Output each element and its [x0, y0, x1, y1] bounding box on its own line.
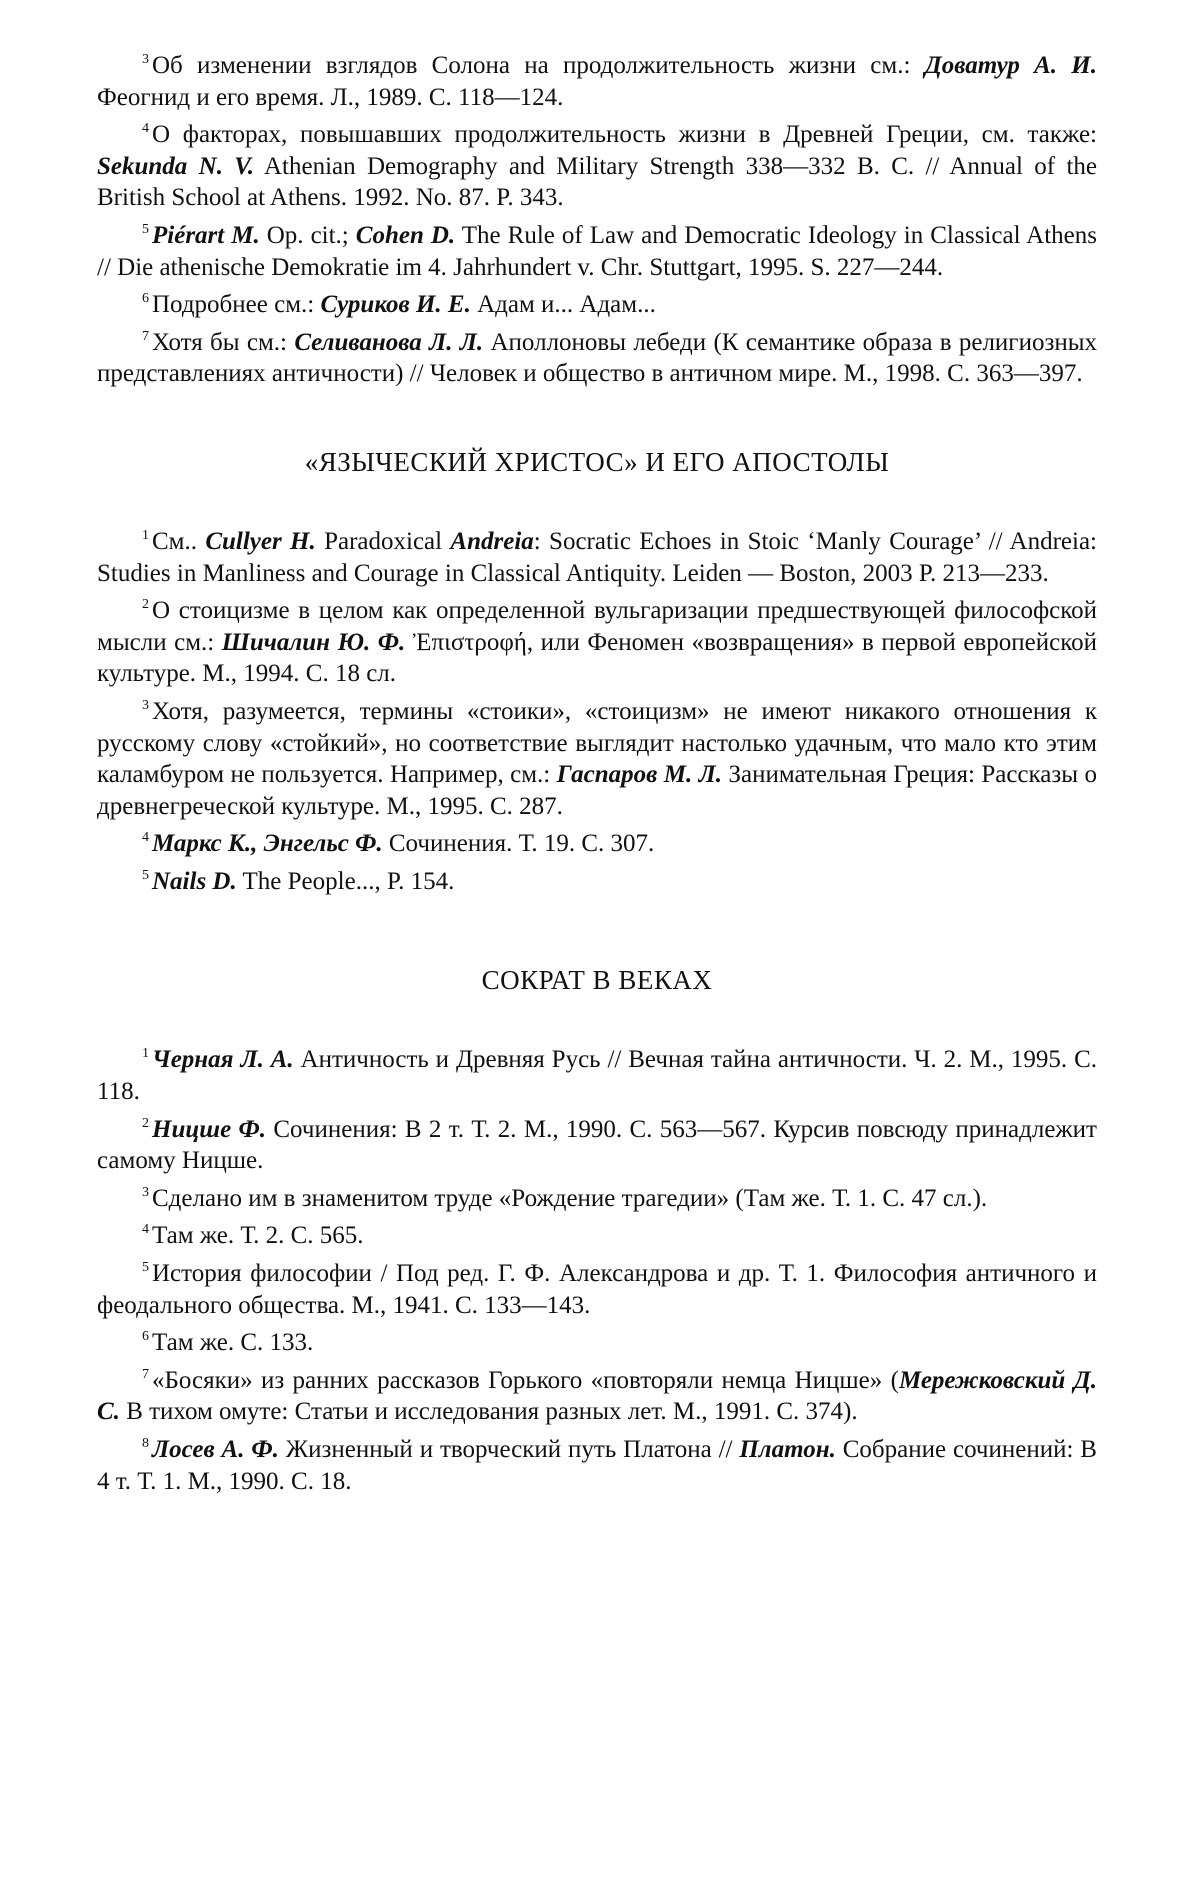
- footnote-text: Op. cit.;: [260, 222, 356, 249]
- footnote-author: Cohen D.: [356, 222, 455, 249]
- footnote: [97, 822, 1097, 860]
- footnote: [97, 283, 1097, 321]
- footnote: [97, 1428, 1097, 1497]
- footnote-number: 5: [142, 1260, 149, 1275]
- footnote: [97, 860, 1097, 898]
- footnote-author: Мережковский Д. С.: [97, 1367, 1097, 1426]
- footnote-author: Черная Л. А.: [152, 1046, 294, 1073]
- footnote-text: О стоицизме в целом как определенной вульгаризации предшествующей философской мысли см.:: [97, 597, 1097, 656]
- footnote-text: Об изменении взглядов Солона на продолжительность жизни см.:: [152, 52, 925, 79]
- footnote-number: 3: [142, 698, 149, 713]
- footnote: [97, 1321, 1097, 1359]
- footnote-text: Там же. С. 133.: [152, 1329, 313, 1356]
- section-title-socrates-in-ages: СОКРАТ В ВЕКАХ: [97, 965, 1097, 996]
- footnote-author: Селиванова Л. Л.: [294, 329, 483, 356]
- footnote-author: Гаспаров М. Л.: [557, 761, 722, 788]
- footnote: [97, 321, 1097, 390]
- footnote-author: Суриков И. Е.: [320, 291, 470, 318]
- footnote-number: 7: [142, 329, 149, 344]
- footnote-text: Сделано им в знаменитом труде «Рождение трагедии» (Там же. Т. 1. С. 47 сл.).: [152, 1185, 987, 1212]
- footnote-text: Ἐπιστροφή, или Феномен «возвращения» в первой европейской культуре. М., 1994. С. 18 сл.: [97, 629, 1097, 688]
- footnote-text: Paradoxical: [316, 528, 451, 555]
- footnote-author: Cullyer H.: [205, 528, 315, 555]
- footnote-text: Жизненный и творческий путь Платона //: [279, 1436, 739, 1463]
- footnote-text: История философии / Под ред. Г. Ф. Александрова и др. Т. 1. Философия античного и феодального общества. М., 1941. С. 133—143.: [97, 1260, 1097, 1319]
- footnote-number: 5: [142, 868, 149, 883]
- footnote-text: Античность и Древняя Русь // Вечная тайна античности. Ч. 2. М., 1995. С. 118.: [97, 1046, 1097, 1105]
- footnote-number: 7: [142, 1367, 149, 1382]
- footnote-text: Собрание сочинений: В 4 т. Т. 1. М., 1990. С. 18.: [97, 1436, 1097, 1495]
- footnote-text: Сочинения. Т. 19. С. 307.: [383, 830, 655, 857]
- footnote-text: The People..., P. 154.: [237, 868, 455, 895]
- footnote: [97, 1108, 1097, 1177]
- section-title-pagan-christ: «ЯЗЫЧЕСКИЙ ХРИСТОС» И ЕГО АПОСТОЛЫ: [97, 447, 1097, 478]
- footnote-text: Занимательная Греция: Рассказы о древнегреческой культуре. М., 1995. С. 287.: [97, 761, 1097, 820]
- footnote: [97, 1177, 1097, 1215]
- footnote-author: Лосев А. Ф.: [152, 1436, 279, 1463]
- footnote-author: Piérart M.: [152, 222, 260, 249]
- footnote-author: Платон.: [739, 1436, 836, 1463]
- footnote-number: 3: [142, 52, 149, 67]
- footnote-number: 8: [142, 1436, 149, 1451]
- footnote-text: В тихом омуте: Статьи и исследования разных лет. М., 1991. С. 374).: [120, 1398, 858, 1425]
- footnote-number: 6: [142, 1329, 149, 1344]
- footnote-text: Там же. Т. 2. С. 565.: [152, 1222, 364, 1249]
- footnote-text: Хотя, разумеется, термины «стоики», «стоицизм» не имеют никакого отношения к русскому слову «стойкий», но соответствие выглядит настолько удачным, что мало кто этим каламбуром не пользуется. Например, см.:: [97, 698, 1097, 788]
- footnotes-section-1: [97, 44, 1097, 390]
- footnote-number: 6: [142, 291, 149, 306]
- footnote-text: Феогнид и его время. Л., 1989. С. 118—124.: [97, 84, 563, 111]
- footnote-author: Доватур А. И.: [925, 52, 1097, 79]
- footnote-number: 1: [142, 1046, 149, 1061]
- footnotes-section-3: [97, 1038, 1097, 1497]
- footnote-number: 3: [142, 1185, 149, 1200]
- footnote-number: 5: [142, 222, 149, 237]
- footnote-number: 2: [142, 1116, 149, 1131]
- footnote-text: «Босяки» из ранних рассказов Горького «повторяли немца Ницше» (: [152, 1367, 899, 1394]
- footnote: [97, 520, 1097, 589]
- footnote-author: Andreia: [450, 528, 533, 555]
- footnote: [97, 690, 1097, 822]
- footnote-number: 4: [142, 121, 149, 136]
- footnote-text: The Rule of Law and Democratic Ideology in Classical Athens // Die athenische Demokratie im 4. Jahrhundert v. Chr. Stuttgart, 1995. S. 227—244.: [97, 222, 1097, 281]
- footnote-number: 1: [142, 528, 149, 543]
- footnote-text: Подробнее см.:: [152, 291, 320, 318]
- footnotes-section-2: [97, 520, 1097, 898]
- footnote-text: О факторах, повышавших продолжительность жизни в Древней Греции, см. также:: [152, 121, 1097, 148]
- document-page: [97, 44, 1097, 1497]
- footnote-text: : Socratic Echoes in Stoic ‘Manly Courage’ // Andreia: Studies in Manliness and Courage in Classical Antiquity. Leiden — Boston, 2003 P. 213—233.: [97, 528, 1097, 587]
- footnote-author: Шичалин Ю. Ф.: [222, 629, 406, 656]
- footnote: [97, 589, 1097, 690]
- footnote: [97, 1214, 1097, 1252]
- footnote-text: Адам и... Адам...: [471, 291, 656, 318]
- footnote-number: 4: [142, 830, 149, 845]
- footnote: [97, 113, 1097, 214]
- footnote-number: 2: [142, 597, 149, 612]
- footnote: [97, 1252, 1097, 1321]
- footnote-text: Athenian Demography and Military Strength 338—332 B. C. // Annual of the British School at Athens. 1992. No. 87. P. 343.: [97, 153, 1097, 212]
- footnote: [97, 44, 1097, 113]
- footnote-author: Маркс К., Энгельс Ф.: [152, 830, 383, 857]
- footnote-text: См..: [152, 528, 205, 555]
- footnote: [97, 1359, 1097, 1428]
- footnote-text: Хотя бы см.:: [152, 329, 294, 356]
- footnote-text: Аполлоновы лебеди (К семантике образа в религиозных представлениях античности) // Человек и общество в античном мире. М., 1998. С. 363—397.: [97, 329, 1097, 388]
- footnote: [97, 214, 1097, 283]
- footnote: [97, 1038, 1097, 1107]
- footnote-author: Ницше Ф.: [152, 1116, 266, 1143]
- footnote-number: 4: [142, 1222, 149, 1237]
- footnote-author: Nails D.: [152, 868, 237, 895]
- footnote-text: Сочинения: В 2 т. Т. 2. М., 1990. С. 563—567. Курсив повсюду принадлежит самому Ницше.: [97, 1116, 1097, 1175]
- footnote-author: Sekunda N. V.: [97, 153, 254, 180]
